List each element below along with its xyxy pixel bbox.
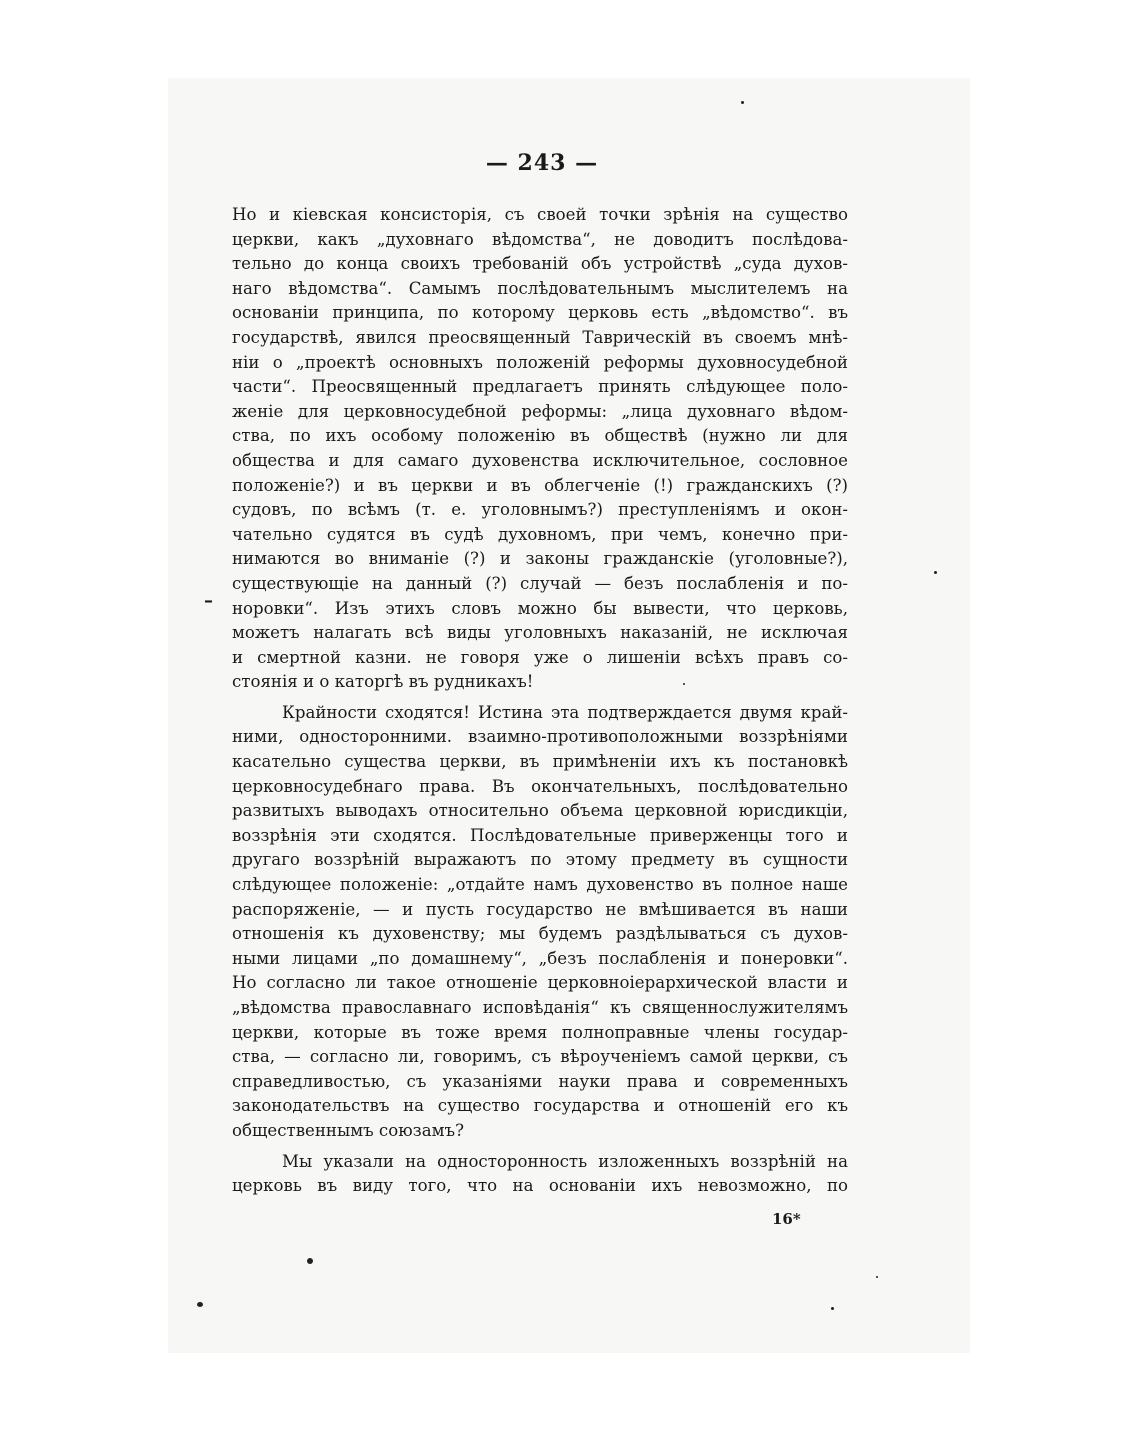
text-line: ства, — согласно ли, говоримъ, съ вѣроученіемъ самой церкви, съ	[232, 1047, 848, 1067]
page-number: — 243 —	[485, 150, 599, 176]
scan-speck	[831, 1307, 834, 1310]
text-line: ства, по ихъ особому положенію въ обществѣ (нужно ли для	[232, 426, 848, 446]
text-line: касательно существа церкви, въ примѣненіи ихъ къ постановкѣ	[232, 752, 848, 772]
signature-mark: 16*	[772, 1210, 801, 1228]
text-line: судовъ, по всѣмъ (т. е. уголовнымъ?) преступленіямъ и окон-	[232, 500, 848, 520]
text-line: другаго воззрѣній выражаютъ по этому предмету въ сущности	[232, 850, 848, 870]
text-line: общества и для самаго духовенства исключительное, сословное	[232, 450, 848, 470]
text-line: положеніе?) и въ церкви и въ облегченіе (!) гражданскихъ (?)	[232, 475, 848, 495]
text-line: отношенія къ духовенству; мы будемъ раздѣлываться съ духов-	[232, 924, 848, 944]
text-line: ними, односторонними. взаимно-противоположными воззрѣніями	[232, 727, 848, 747]
text-line: церкви, которые въ тоже время полноправные члены государ-	[232, 1022, 848, 1042]
scan-speck	[934, 571, 937, 574]
text-line: и смертной казни. не говоря уже о лишеніи всѣхъ правъ со-	[232, 647, 848, 667]
text-line: справедливостью, съ указаніями науки права и современныхъ	[232, 1071, 848, 1091]
scan-speck	[876, 1276, 878, 1278]
text-line: общественнымъ союзамъ?	[232, 1120, 464, 1140]
text-line: церкви, какъ „духовнаго вѣдомства“, не доводитъ послѣдова-	[232, 229, 848, 249]
text-line: Но согласно ли такое отношеніе церковноіерархической власти и	[232, 973, 848, 993]
scan-speck	[307, 1258, 313, 1264]
text-line: чательно судятся въ судѣ духовномъ, при чемъ, конечно при-	[232, 524, 848, 544]
text-line: норовки“. Изъ этихъ словъ можно бы вывести, что церковь,	[232, 598, 848, 618]
text-line: стоянія и о каторгѣ въ рудникахъ!	[232, 672, 534, 692]
scan-speck	[197, 1302, 203, 1307]
text-line: распоряженіе, — и пусть государство не вмѣшивается въ наши	[232, 899, 848, 919]
text-line: ніи о „проектѣ основныхъ положеній реформы духовносудебной	[232, 352, 848, 372]
text-line: основаніи принципа, по которому церковь есть „вѣдомство“. въ	[232, 303, 848, 323]
text-line: „вѣдомства православнаго исповѣданія“ къ священнослужителямъ	[232, 998, 848, 1017]
text-line: Крайности сходятся! Истина эта подтверждается двумя край-	[282, 702, 848, 722]
margin-mark: –	[204, 590, 213, 611]
text-line: тельно до конца своихъ требованій объ устройствѣ „суда духов-	[232, 254, 848, 274]
text-line: развитыхъ выводахъ относительно объема церковной юрисдикціи,	[232, 801, 848, 821]
text-line: воззрѣнія эти сходятся. Послѣдовательные приверженцы того и	[232, 825, 848, 845]
scan-speck	[741, 101, 744, 104]
text-line: законодательствъ на существо государства и отношеній его къ	[232, 1096, 848, 1116]
text-line: существующіе на данный (?) случай — безъ послабленія и по-	[232, 573, 848, 593]
text-line: Мы указали на односторонность изложенныхъ воззрѣній на	[282, 1151, 848, 1171]
text-line: церковносудебнаго права. Въ окончательныхъ, послѣдовательно	[232, 776, 848, 796]
text-line: женіе для церковносудебной реформы: „лица духовнаго вѣдом-	[232, 401, 848, 421]
text-line: нимаются во вниманіе (?) и законы гражданскіе (уголовные?),	[232, 549, 848, 569]
body-text	[232, 203, 848, 1199]
text-line: слѣдующее положеніе: „отдайте намъ духовенство въ полное наше	[232, 875, 848, 895]
text-line: Но и кіевская консисторія, съ своей точки зрѣнія на существо	[232, 205, 848, 224]
text-line: можетъ налагать всѣ виды уголовныхъ наказаній, не исключая	[232, 623, 848, 643]
text-line: ными лицами „по домашнему“, „безъ послабленія и понеровки“.	[232, 948, 848, 968]
text-line: части“. Преосвященный предлагаетъ принять слѣдующее поло-	[232, 377, 848, 397]
text-line: наго вѣдомства“. Самымъ послѣдовательнымъ мыслителемъ на	[232, 278, 848, 298]
text-line: церковь въ виду того, что на основаніи ихъ невозможно, по	[232, 1176, 848, 1196]
scan-speck	[683, 683, 685, 685]
text-line: государствѣ, явился преосвященный Таврическій въ своемъ мнѣ-	[232, 327, 848, 347]
